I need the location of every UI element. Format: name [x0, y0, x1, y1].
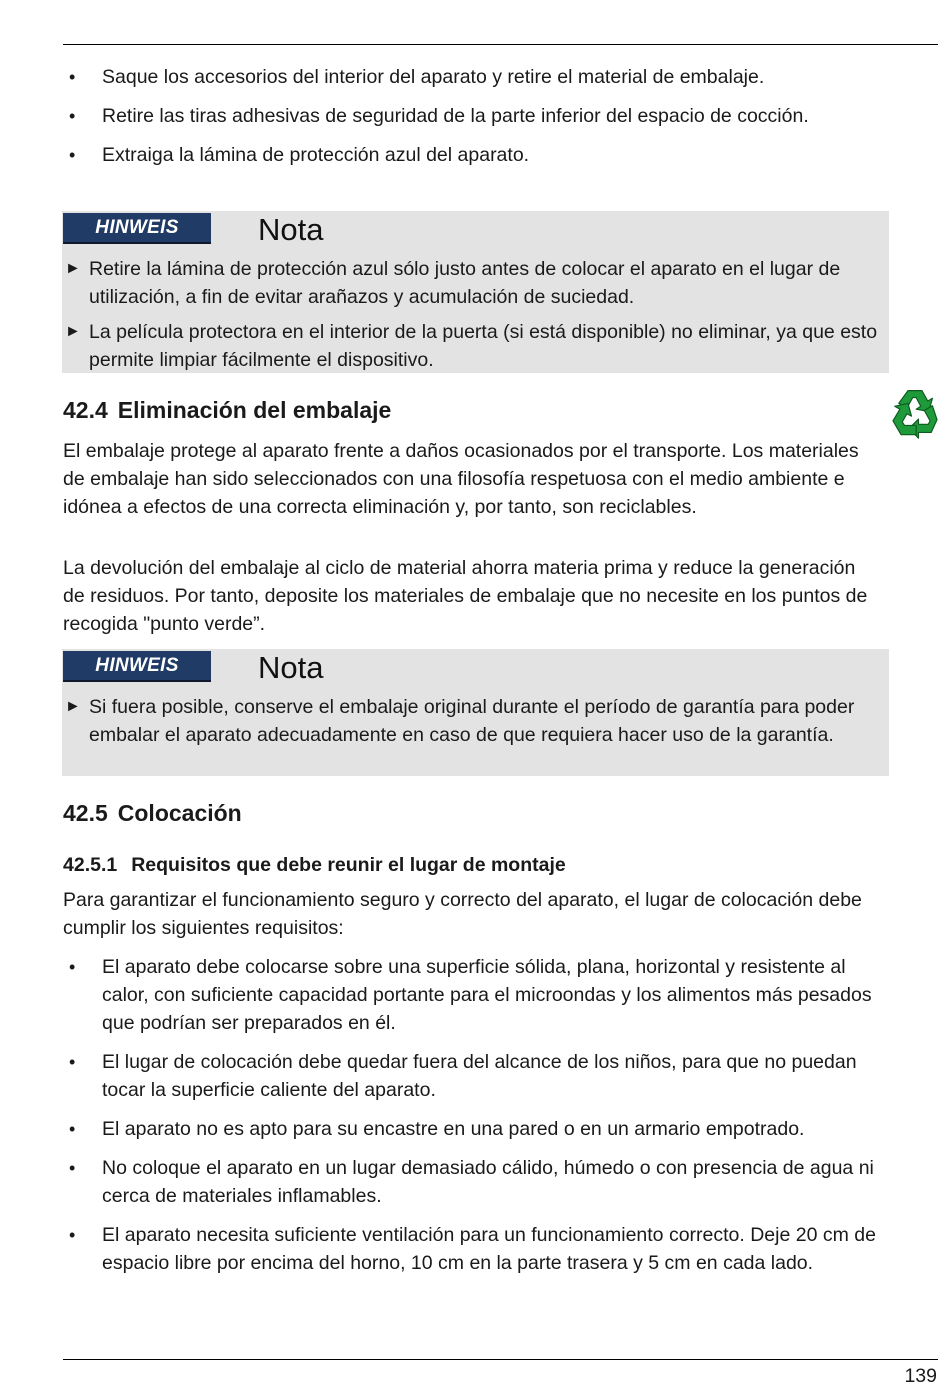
note-item: ► La película protectora en el interior de la puerta (si está disponible) no eliminar, ya que esto permite limpiar fácilmente el dispositivo. — [65, 318, 885, 374]
list-item: • Extraiga la lámina de protección azul del aparato. — [63, 141, 893, 169]
hinweis-badge: HINWEIS — [63, 651, 211, 682]
list-item: • Retire las tiras adhesivas de seguridad de la parte inferior del espacio de cocción. — [63, 102, 893, 130]
section-title: Colocación — [117, 800, 242, 826]
section-number: 42.5 — [63, 800, 108, 826]
page-number: 139 — [904, 1365, 937, 1387]
top-rule — [63, 44, 938, 45]
section-heading-42-5 — [63, 798, 242, 828]
section-heading-42-4 — [63, 395, 391, 425]
subsection-heading-42-5-1 — [63, 851, 566, 879]
list-item: • El lugar de colocación debe quedar fuera del alcance de los niños, para que no puedan tocar la superficie caliente del aparato. — [63, 1048, 893, 1104]
hinweis-badge: HINWEIS — [63, 213, 211, 244]
note-item: ► Si fuera posible, conserve el embalaje original durante el período de garantía para poder embalar el aparato adecuadamente en caso de que requiera hacer uso de la garantía. — [65, 693, 885, 749]
requirements-list — [63, 953, 893, 1288]
paragraph: Para garantizar el funcionamiento seguro y correcto del aparato, el lugar de colocación debe cumplir los siguientes requisitos: — [63, 889, 862, 939]
note-items — [65, 693, 885, 756]
subsection-number: 42.5.1 — [63, 854, 118, 876]
list-item: • El aparato debe colocarse sobre una superficie sólida, plana, horizontal y resistente al calor, con suficiente capacidad portante para el microondas y los alimentos más pesados que podrían ser preparados en él. — [63, 953, 893, 1037]
recycle-icon — [885, 386, 945, 444]
bottom-rule — [63, 1359, 938, 1360]
subsection-title: Requisitos que debe reunir el lugar de montaje — [131, 854, 566, 876]
paragraph: El embalaje protege al aparato frente a daños ocasionados por el transporte. Los materiales de embalaje han sido seleccionados con una filosofía respetuosa con el medio ambiente e idónea a efectos de una correcta eliminación y, por tanto, son reciclables. — [63, 440, 859, 518]
note-item: ► Retire la lámina de protección azul sólo justo antes de colocar el aparato en el lugar de utilización, a fin de evitar arañazos y acumulación de suciedad. — [65, 255, 885, 311]
note-title: Nota — [258, 212, 324, 247]
list-item: • El aparato no es apto para su encastre en una pared o en un armario empotrado. — [63, 1115, 893, 1143]
list-item: • El aparato necesita suficiente ventilación para un funcionamiento correcto. Deje 20 cm de espacio libre por encima del horno, 10 cm en la parte trasera y 5 cm en cada lado. — [63, 1221, 893, 1277]
note-box-2 — [62, 649, 889, 776]
section-title: Eliminación del embalaje — [117, 397, 392, 423]
section-number: 42.4 — [63, 397, 108, 423]
list-item: • Saque los accesorios del interior del aparato y retire el material de embalaje. — [63, 63, 893, 91]
top-bullet-list — [63, 63, 893, 180]
note-title: Nota — [258, 650, 324, 685]
note-box-1 — [62, 211, 889, 373]
note-items — [65, 255, 885, 381]
list-item: • No coloque el aparato en un lugar demasiado cálido, húmedo o con presencia de agua ni cerca de materiales inflamables. — [63, 1154, 893, 1210]
paragraph: La devolución del embalaje al ciclo de material ahorra materia prima y reduce la generación de residuos. Por tanto, deposite los materiales de embalaje que no necesite en los puntos de recogida "punto verde”. — [63, 557, 868, 635]
